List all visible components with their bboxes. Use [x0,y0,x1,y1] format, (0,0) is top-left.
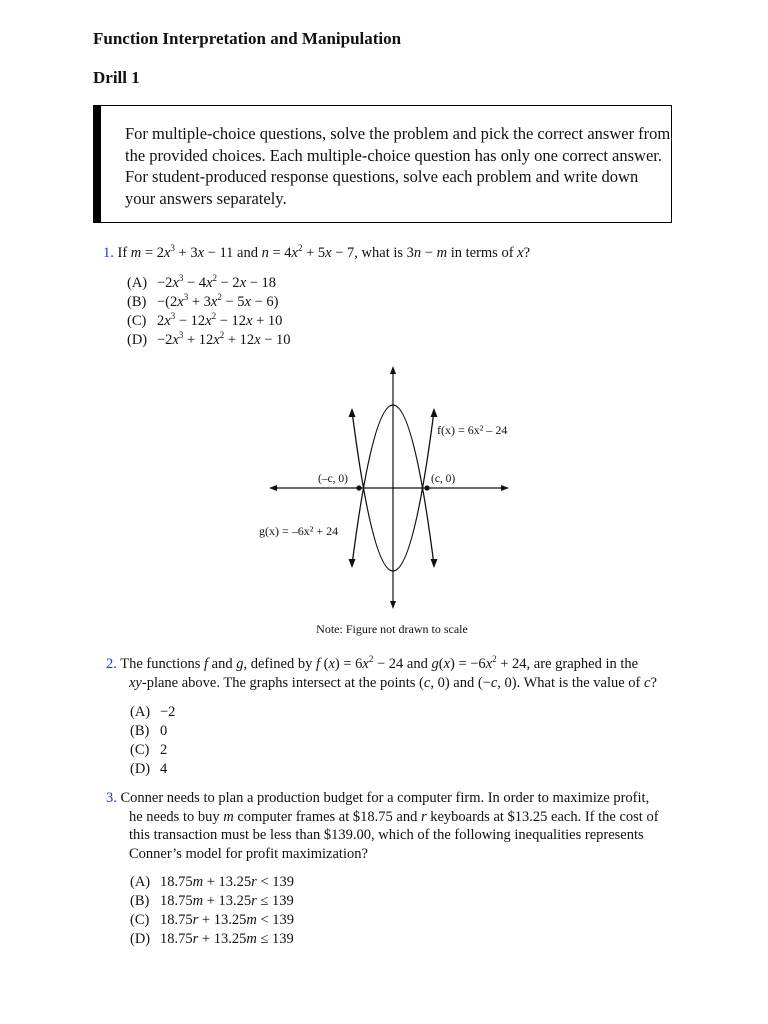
choice-c[interactable]: (C) $2x^3 - 12x^2 - 12x + 10$ [127,311,283,329]
question-number: 2. [106,656,117,672]
right-point-label: (c, 0) [431,473,456,485]
question-1: 1. If $m = 2x^3 + 3x - 11$ and $n = 4x^2 + 5x - 7$, what is 3n − m in terms of x? [103,243,531,261]
figure-note: Note: Figure not drawn to scale [316,622,468,636]
question-1-choices [127,274,291,350]
page-title: Function Interpretation and Manipulation [93,29,402,48]
drill-heading: Drill 1 [93,68,140,87]
choice-c[interactable]: (C) 2 [130,742,168,758]
choice-a[interactable]: (A) 18.75m + 13.25r < 139 [130,874,295,890]
f-left-arrow [349,408,356,417]
choice-b[interactable]: (B) 18.75m + 13.25r ≤ 139 [130,893,294,909]
question-2-choices [130,703,175,779]
choice-b[interactable]: $(B) -(2x^3 + 3x^2 - 5x - 6)$ [127,292,279,310]
choice-c[interactable]: (C) 18.75r + 13.25m < 139 [130,912,295,928]
g-left-arrow [349,559,356,568]
question-3: 3. Conner needs to plan a production budget for a computer firm. In order to maximize profit, he needs to buy m computer frames at $18.75 and r keyboards at $13.25 each. If the cost of this transaction must be less than $139.00, which of the following inequalities represents Conner’s model for profit maximization? [106,790,659,862]
point-left [356,485,361,490]
parabola-graph [255,365,525,640]
question-number: 1. [103,245,114,261]
g-right-arrow [431,559,438,568]
point-right [424,485,429,490]
question-number: 3. [106,790,117,806]
question-2: 2. The functions f and g, defined by f $(x) = 6x^2 - 24$ and $g(x) = -6x^2 + 24$, are graphed in the xy-plane above. The graphs intersect at the points (c, 0) and (−c, 0). What is the value of c? [106,654,657,691]
left-point-label: (–c, 0) [318,473,349,485]
choice-d[interactable]: (D) 4 [130,761,168,777]
parabola-figure [255,365,525,640]
choice-d[interactable]: (D) 18.75r + 13.25m ≤ 139 [130,931,294,947]
instructions-box: For multiple-choice questions, solve the problem and pick the correct answer from the provided choices. Each multiple-choice question has only one correct answer. For student-produced response questions, solve each problem and write down your answers separately. [93,105,672,223]
f-right-arrow [431,408,438,417]
g-label: g(x) = –6x² + 24 [259,524,339,538]
choice-a[interactable]: (A) −2 [130,704,176,720]
choice-b[interactable]: (B) 0 [130,723,168,739]
choice-a[interactable]: $(A) -2x^3 - 4x^2 - 2x - 18$ [127,273,277,291]
question-3-choices [130,873,294,949]
f-label: f(x) = 6x² – 24 [437,423,508,437]
choice-d[interactable]: $(D) -2x^3 + 12x^2 + 12x - 10$ [127,330,291,348]
